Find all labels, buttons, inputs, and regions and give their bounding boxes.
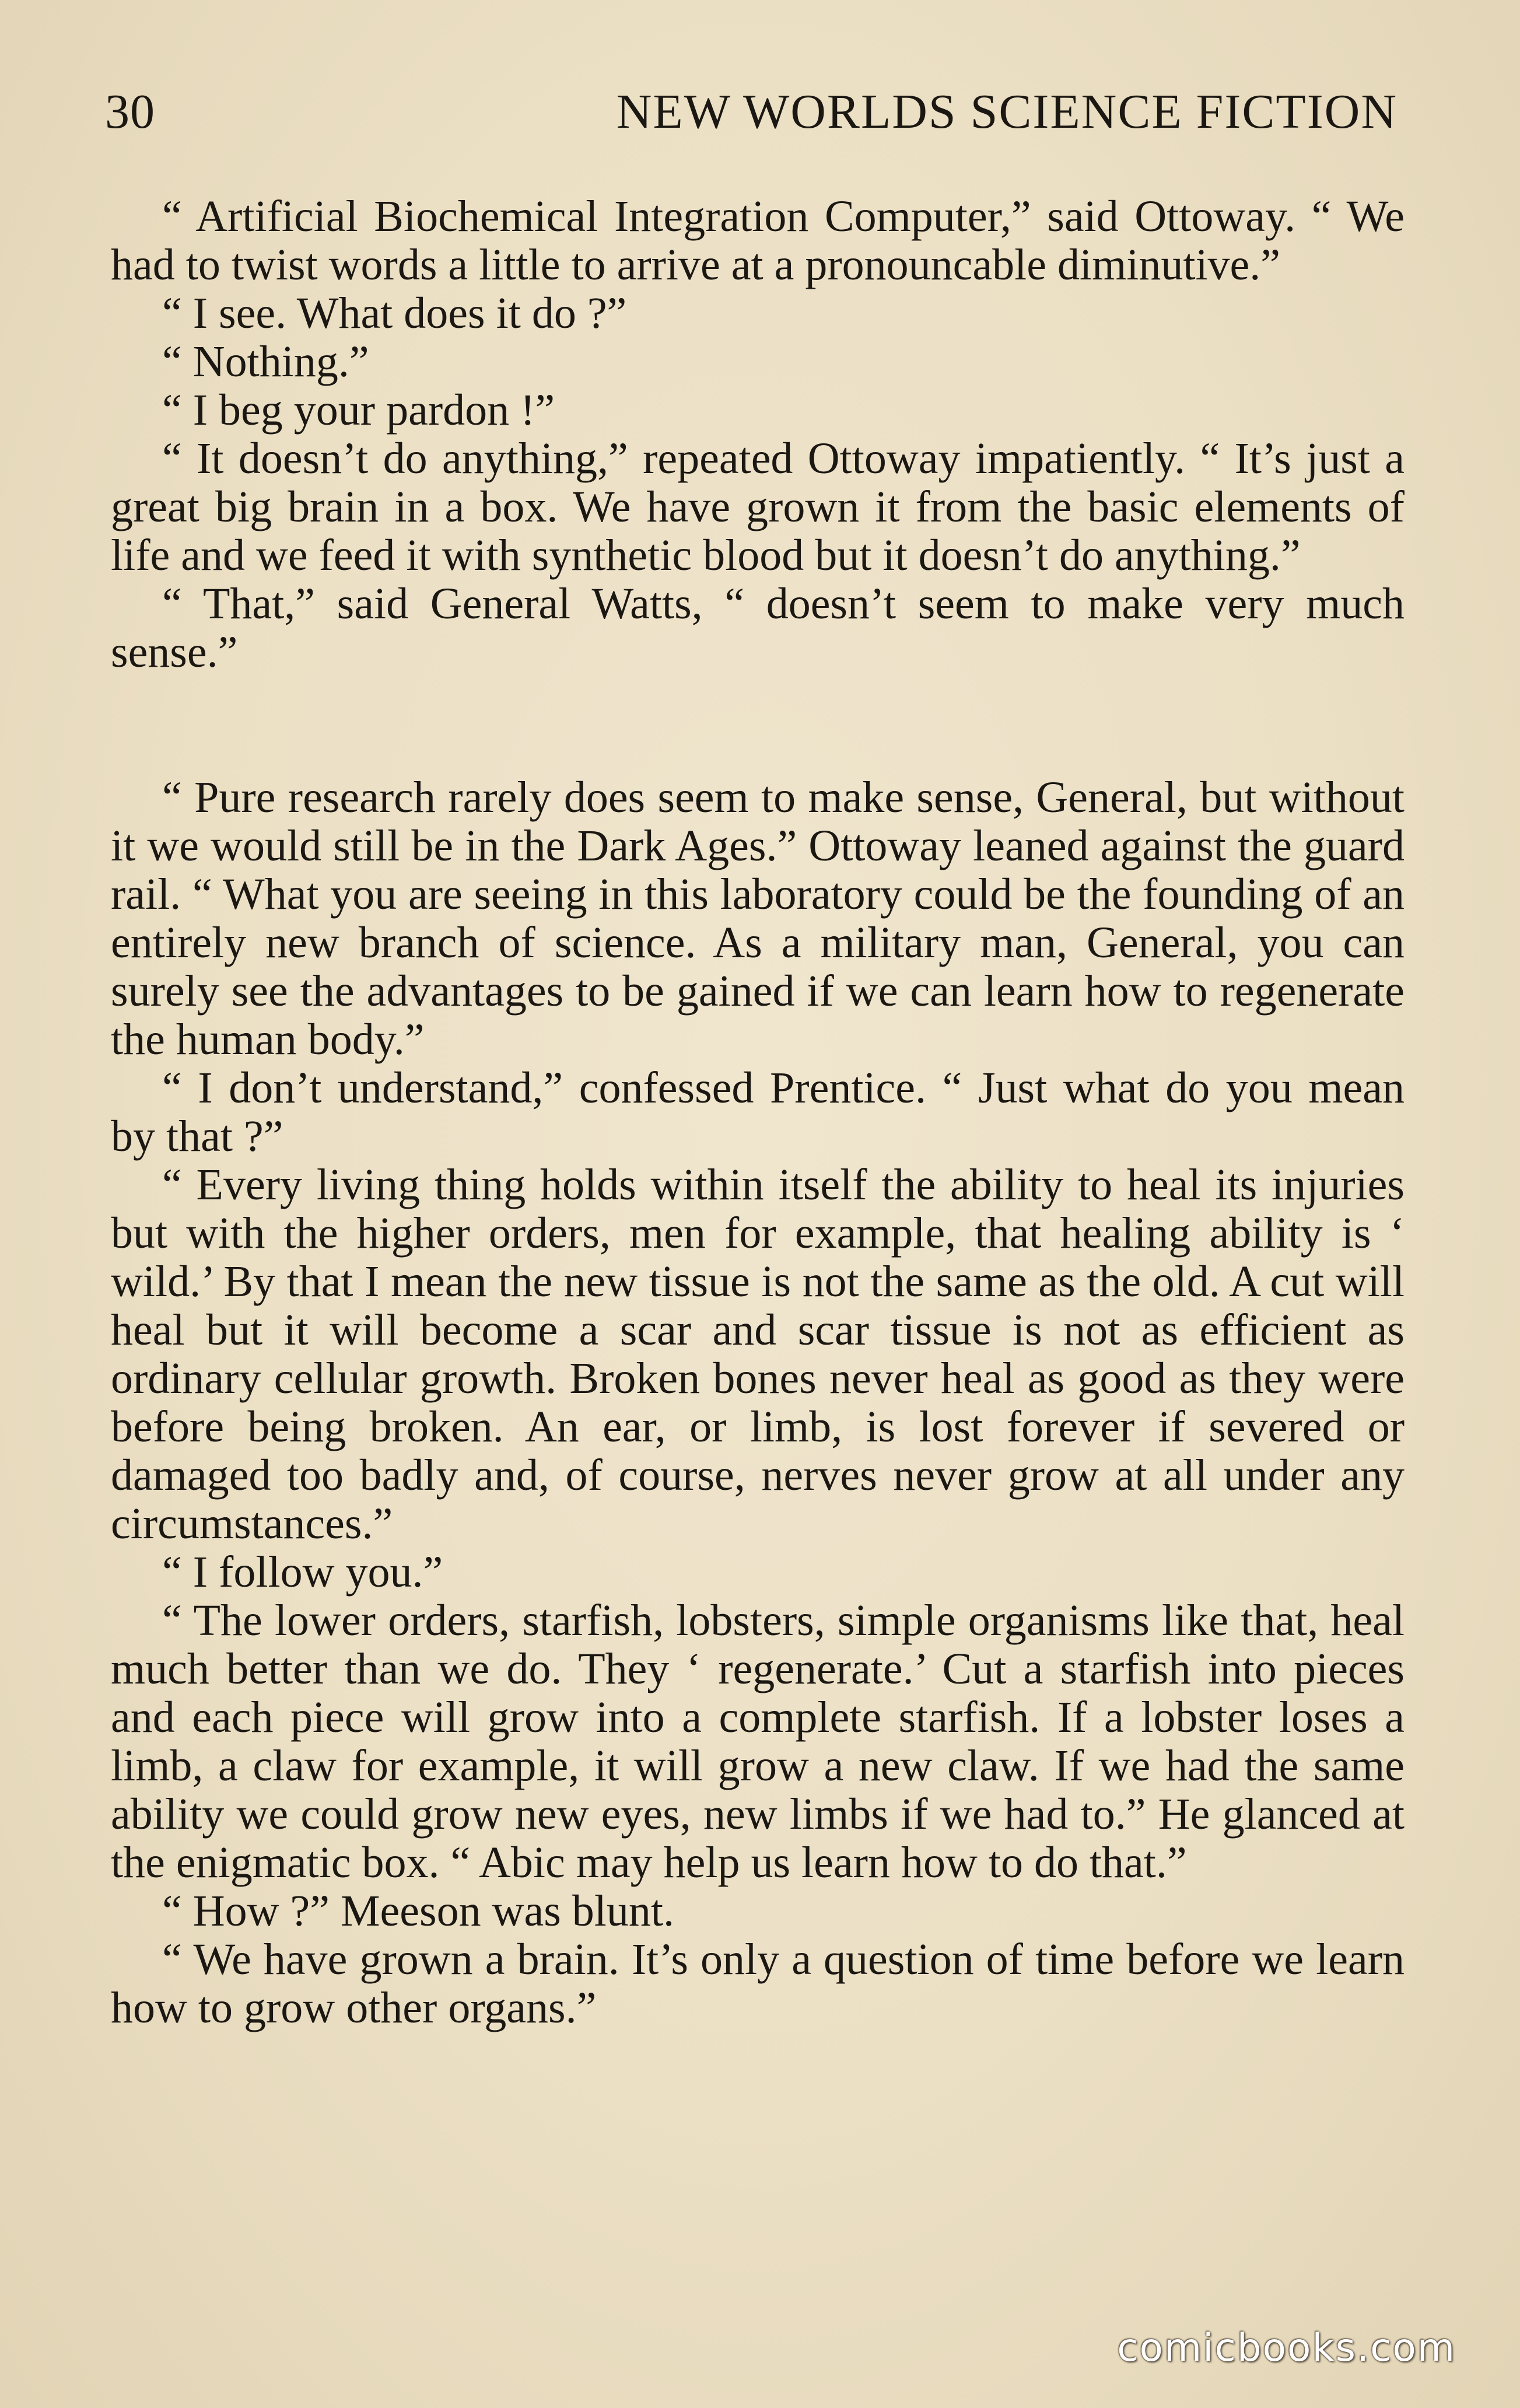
paragraph: “ Pure research rarely does seem to make sense, General, but without it we would still be in the Dark Ages.” Ottoway leaned against the guard rail. “ What you are seeing in this laboratory could be the founding of an entirely new branch of science. As a military man, General, you can surely see the advantages to be gained if we can learn how to regenerate the human body.” (111, 773, 1405, 1064)
running-head: NEW WORLDS SCIENCE FICTION (616, 85, 1398, 139)
paragraph: “ I don’t understand,” confessed Prentice. “ Just what do you mean by that ?” (111, 1063, 1405, 1161)
story-text (111, 192, 1405, 2032)
paragraph: “ I beg your pardon !” (162, 386, 555, 435)
paragraph: “ Artificial Biochemical Integration Computer,” said Ottoway. “ We had to twist words a little to arrive at a pronouncable diminutive.” (111, 192, 1405, 289)
paragraph: “ It doesn’t do anything,” repeated Ottoway impatiently. “ It’s just a great big brain in a box. We have grown it from the basic elements of life and we feed it with synthetic blood but it doesn’t do anything.” (111, 434, 1405, 580)
paragraph: “ Nothing.” (162, 337, 369, 386)
paragraph: “ We have grown a brain. It’s only a question of time before we learn how to grow other organs.” (111, 1935, 1405, 2032)
paragraph: “ I follow you.” (162, 1548, 443, 1597)
paragraph: “ How ?” Meeson was blunt. (162, 1887, 675, 1936)
paragraph: “ The lower orders, starfish, lobsters, simple organisms like that, heal much better than we do. They ‘ regenerate.’ Cut a starfish into pieces and each piece will grow into a complete starfish. If a lobster loses a limb, a claw for example, it will grow a new claw. If we had the same ability we could grow new eyes, new limbs if we had to.” He glanced at the enigmatic box. “ Abic may help us learn how to do that.” (111, 1596, 1405, 1887)
paragraph: “ That,” said General Watts, “ doesn’t seem to make very much sense.” (111, 579, 1405, 677)
page-number: 30 (105, 85, 155, 139)
watermark: comicbooks.com (1117, 2325, 1456, 2370)
paragraph: “ Every living thing holds within itself the ability to heal its injuries but with the higher orders, men for example, that healing ability is ‘ wild.’ By that I mean the new tissue is not the same as the old. A cut will heal but it will become a scar and scar tissue is not as efficient as ordinary cellular growth. Broken bones never heal as good as they were before being broken. An ear, or limb, is lost forever if severed or damaged too badly and, of course, nerves never grow at all under any circumstances.” (111, 1160, 1405, 1548)
section-break (111, 677, 1405, 774)
paragraph: “ I see. What does it do ?” (162, 289, 627, 338)
